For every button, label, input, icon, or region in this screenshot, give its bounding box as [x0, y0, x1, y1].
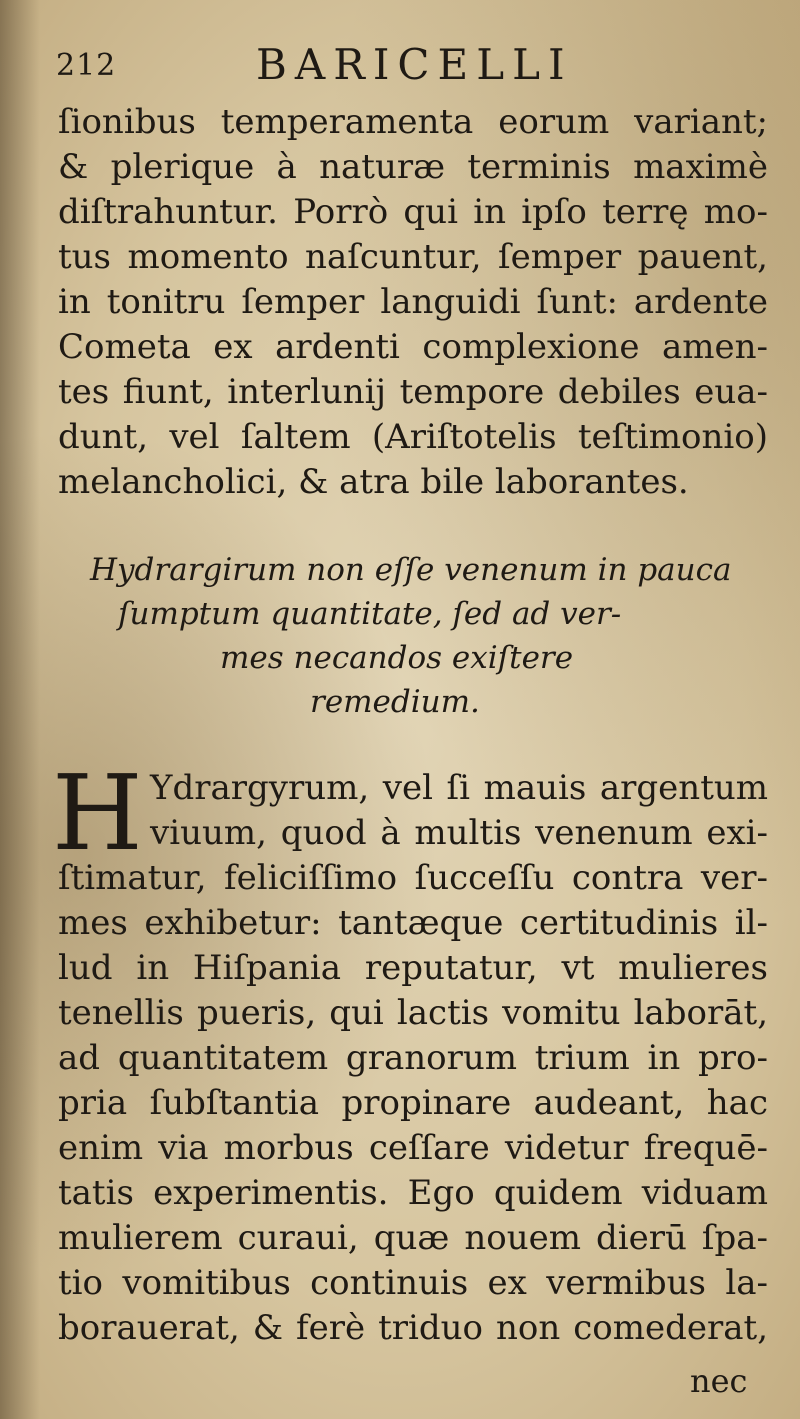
page-number: 212 [56, 48, 117, 83]
text-line: mulierem curaui, quæ nouem dierū ſpa- [58, 1218, 768, 1258]
catchword: nec [690, 1362, 748, 1400]
text-line: tus momento naſcuntur, ſemper pauent, [58, 237, 768, 277]
text-line: & plerique à naturæ terminis maximè [58, 147, 768, 187]
text-line: melancholici, & atra bile laborantes. [58, 462, 689, 502]
text-line: mes exhibetur: tantæque certitudinis il- [58, 903, 768, 943]
text-line: in tonitru ſemper languidi ſunt: ardente [58, 282, 768, 322]
running-head: BARICELLI [256, 40, 573, 89]
text-line: Cometa ex ardenti complexione amen- [58, 327, 768, 367]
drop-cap-initial: H [52, 752, 141, 874]
text-line: ad quantitatem granorum trium in pro- [58, 1038, 768, 1078]
heading-line: remedium. [310, 684, 480, 720]
paragraph-1 [58, 100, 768, 505]
text-line: lud in Hiſpania reputatur, vt mulieres [58, 948, 768, 988]
text-line: dunt, vel ſaltem (Ariſtotelis teſtimonio) [58, 417, 768, 457]
heading-line: ſumptum quantitate, ſed ad ver- [118, 596, 622, 632]
text-line: Ydrargyrum, vel ſi mauis argentum [150, 768, 768, 808]
text-line: diſtrahuntur. Porrò qui in ipſo terrę mo- [58, 192, 768, 232]
text-line: borauerat, & ferè triduo non comederat, [58, 1308, 768, 1348]
heading-line: Hydrargirum non eſſe venenum in pauca [90, 552, 732, 588]
heading-line: mes necandos exiſtere [220, 640, 574, 676]
paragraph-2 [58, 766, 768, 1351]
text-line: tio vomitibus continuis ex vermibus la- [58, 1263, 768, 1303]
text-line: ſtimatur, feliciſſimo ſucceſſu contra ver- [58, 858, 768, 898]
text-line: ſionibus temperamenta eorum variant; [58, 102, 768, 142]
text-line: tes fiunt, interlunij tempore debiles eua- [58, 372, 768, 412]
text-line: viuum, quod à multis venenum exi- [150, 813, 768, 853]
section-heading [90, 548, 730, 724]
text-line: pria ſubſtantia propinare audeant, hac [58, 1083, 768, 1123]
text-line: enim via morbus ceſſare videtur frequē- [58, 1128, 768, 1168]
page-gutter-shadow [0, 0, 40, 1419]
text-line: tatis experimentis. Ego quidem viduam [58, 1173, 768, 1213]
page-header [56, 40, 756, 90]
text-line: tenellis pueris, qui lactis vomitu laborāt, [58, 993, 768, 1033]
